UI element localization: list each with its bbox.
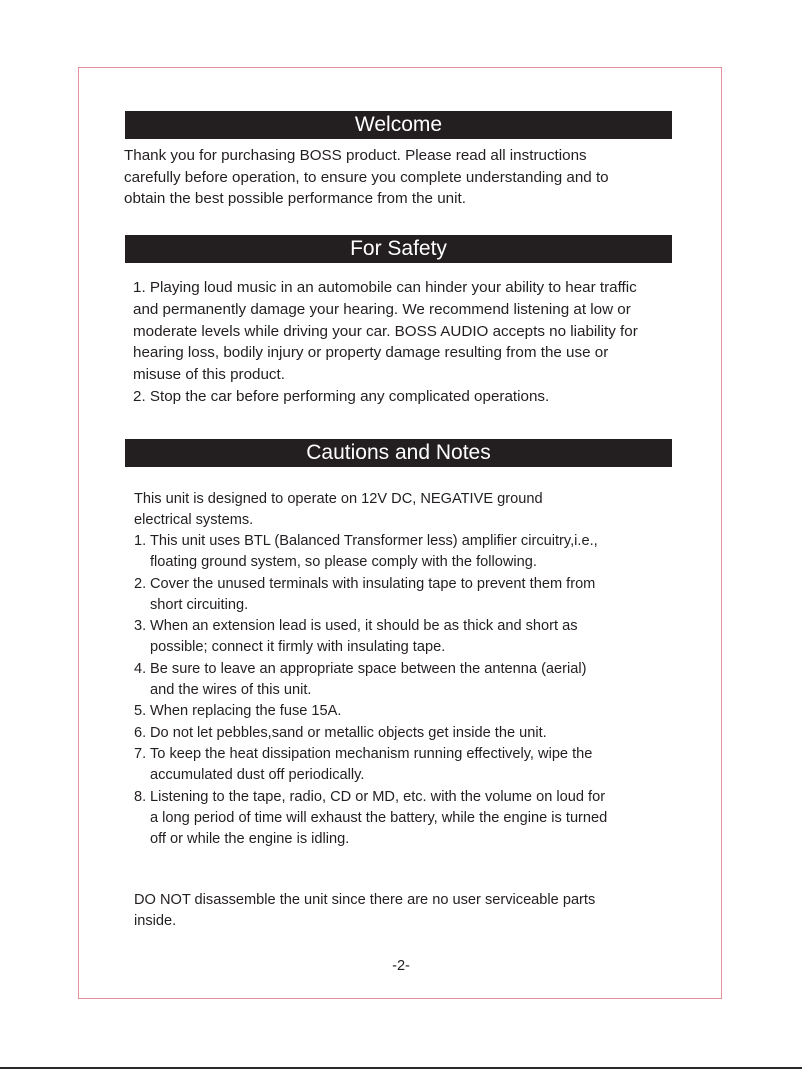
section-heading-welcome: Welcome [125, 111, 672, 139]
caution-text: Do not let pebbles,sand or metallic objects get inside the unit. [150, 724, 547, 741]
caution-item [134, 531, 614, 574]
safety-list [133, 277, 653, 408]
section-heading-cautions: Cautions and Notes [125, 439, 672, 467]
caution-number: 2. [134, 575, 147, 592]
cautions-intro: This unit is designed to operate on 12V DC, NEGATIVE ground electrical systems. [134, 491, 543, 529]
caution-item [134, 659, 614, 702]
caution-item [134, 744, 614, 787]
welcome-paragraph [124, 145, 644, 210]
caution-number: 5. [134, 703, 147, 720]
caution-item [134, 574, 614, 617]
section-heading-safety: For Safety [125, 235, 672, 263]
caution-number: 6. [134, 724, 147, 741]
cautions-list [134, 531, 614, 850]
caution-item [134, 701, 614, 722]
caution-number: 1. [134, 533, 147, 549]
page-number: -2- [392, 958, 410, 974]
caution-text: When replacing the fuse 15A. [150, 703, 342, 720]
caution-text: When an extension lead is used, it should be as thick and short as possible; connect it firmly with insulating tape. [150, 618, 578, 656]
caution-item [134, 723, 614, 744]
caution-text: Listening to the tape, radio, CD or MD, etc. with the volume on loud for a long period of time will exhaust the battery, while the engine is turned off or while the engine is idling. [150, 788, 608, 848]
caution-text: To keep the heat dissipation mechanism running effectively, wipe the accumulated dust off periodically. [150, 745, 593, 784]
caution-text: This unit uses BTL (Balanced Transformer less) amplifier circuitry,i.e., floating ground system, so please comply with the following. [150, 533, 598, 571]
caution-number: 3. [134, 618, 147, 635]
caution-text: Be sure to leave an appropriate space between the antenna (aerial) and the wires of this unit. [150, 660, 587, 699]
caution-number: 7. [134, 745, 147, 762]
safety-item-2: 2. Stop the car before performing any complicated operations. [133, 387, 550, 405]
caution-number: 4. [134, 660, 147, 677]
caution-number: 8. [134, 788, 147, 805]
welcome-text: Thank you for purchasing BOSS product. Please read all instructions carefully before operation, to ensure you complete understanding and to obtain the best possible performance from the unit. [124, 147, 609, 208]
caution-item [134, 616, 614, 659]
closing-note: DO NOT disassemble the unit since there are no user serviceable parts inside. [134, 892, 596, 930]
safety-item-1: 1. Playing loud music in an automobile can hinder your ability to hear traffic and permanently damage your hearing. We recommend listening at low or moderate levels while driving your car. BOSS AUDIO accepts no liability for hearing loss, bodily injury or property damage resulting from the use or misuse of this product. [133, 279, 638, 384]
caution-text: Cover the unused terminals with insulating tape to prevent them from short circuiting. [150, 575, 596, 613]
caution-item [134, 787, 614, 851]
